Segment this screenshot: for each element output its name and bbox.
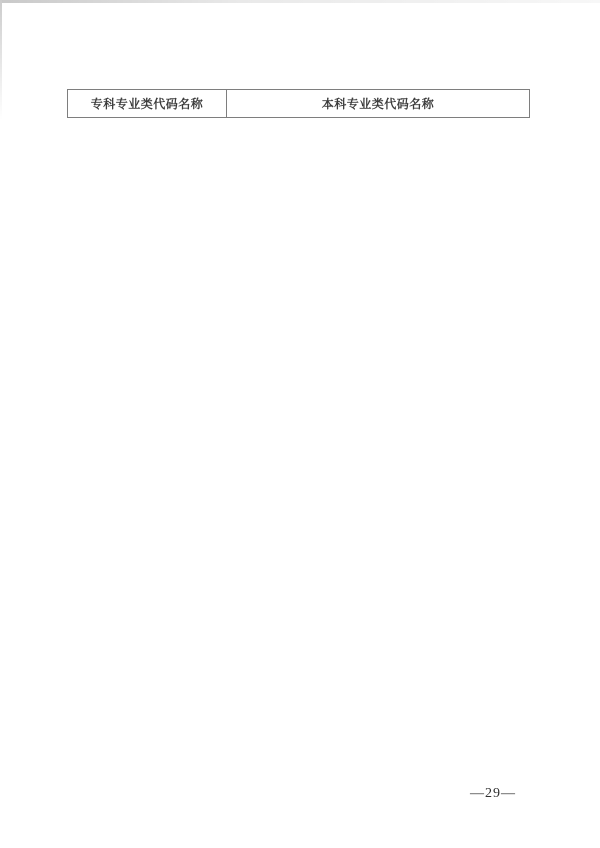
scan-artifact-top-edge [0, 0, 600, 3]
header-vocational-major-codes: 专科专业类代码名称 [68, 90, 227, 118]
header-undergraduate-major-codes: 本科专业类代码名称 [227, 90, 530, 118]
page-number: —29— [470, 786, 516, 801]
major-code-mapping-table [67, 89, 530, 118]
table-header-row [68, 90, 530, 118]
scan-artifact-left-edge [0, 0, 2, 120]
